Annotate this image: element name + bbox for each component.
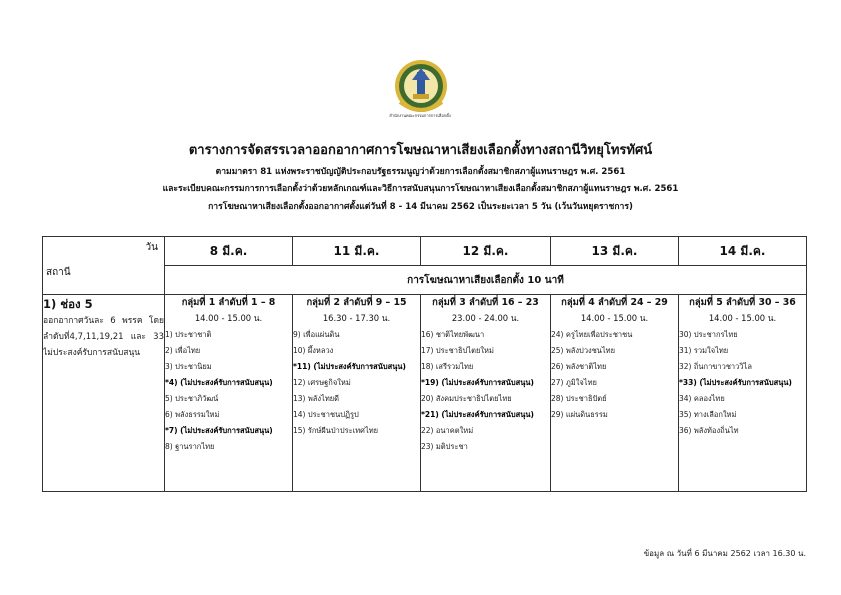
list-item: 34) คลองไทย bbox=[679, 394, 725, 403]
station-cell bbox=[43, 295, 165, 492]
duration-label: การโฆษณาหาเสียงเลือกตั้ง 10 นาที bbox=[165, 266, 807, 295]
table-corner-cell bbox=[43, 237, 165, 295]
station-description: ออกอากาศวันละ 6 พรรค โดยลำดับที่4,7,11,19,21 และ 33 ไม่ประสงค์รับการสนับสนุน bbox=[43, 316, 164, 358]
party-list bbox=[421, 327, 550, 455]
list-item: 9) เพื่อแผ่นดิน bbox=[293, 330, 340, 339]
list-item: 26) พลังชาติไทย bbox=[551, 362, 607, 371]
list-item: *4) (ไม่ประสงค์รับการสนับสนุน) bbox=[165, 378, 273, 387]
group-time: 16.30 - 17.30 น. bbox=[322, 313, 391, 323]
group-title: กลุ่มที่ 5 ลำดับที่ 30 – 36 bbox=[689, 297, 796, 308]
list-item: 36) พลังท้องถิ่นไท bbox=[679, 426, 739, 435]
group-time: 14.00 - 15.00 น. bbox=[580, 313, 649, 323]
list-item: 12) เศรษฐกิจใหม่ bbox=[293, 378, 351, 387]
party-list bbox=[551, 327, 678, 423]
data-timestamp: ข้อมูล ณ วันที่ 6 มีนาคม 2562 เวลา 16.30 น. bbox=[643, 549, 806, 558]
list-item: 30) ประชากรไทย bbox=[679, 330, 738, 339]
list-item: *7) (ไม่ประสงค์รับการสนับสนุน) bbox=[165, 426, 273, 435]
list-item: 28) ประชาธิปัตย์ bbox=[551, 394, 607, 403]
date-header: 8 มี.ค. bbox=[165, 237, 293, 266]
group-cell bbox=[165, 295, 293, 492]
table-row bbox=[43, 295, 807, 492]
party-list bbox=[293, 327, 420, 439]
list-item: 17) ประชาธิปไตยใหม่ bbox=[421, 346, 494, 355]
date-header: 11 มี.ค. bbox=[293, 237, 421, 266]
day-label: วัน bbox=[145, 242, 158, 253]
group-title: กลุ่มที่ 1 ลำดับที่ 1 – 8 bbox=[181, 297, 276, 308]
group-cell bbox=[679, 295, 807, 492]
group-cell bbox=[551, 295, 679, 492]
list-item: *33) (ไม่ประสงค์รับการสนับสนุน) bbox=[679, 378, 792, 387]
list-item: 25) พลังปวงชนไทย bbox=[551, 346, 616, 355]
subtitle-law: ตามมาตรา 81 แห่งพระราชบัญญัติประกอบรัฐธรรมนูญว่าด้วยการเลือกตั้งสมาชิกสภาผู้แทนราษฎร พ.ศ. 2561 bbox=[215, 167, 626, 177]
list-item: 15) รักษ์ผืนป่าประเทศไทย bbox=[293, 426, 379, 435]
list-item: 6) พลังธรรมใหม่ bbox=[165, 410, 220, 419]
list-item: 32) ถิ่นกาขาวชาววิไล bbox=[679, 362, 752, 371]
broadcast-schedule-table bbox=[42, 236, 807, 492]
list-item: 22) อนาคตใหม่ bbox=[421, 426, 474, 435]
station-name: 1) ช่อง 5 bbox=[43, 297, 93, 311]
list-item: *21) (ไม่ประสงค์รับการสนับสนุน) bbox=[421, 410, 534, 419]
subtitle-period: การโฆษณาหาเสียงเลือกตั้งออกอากาศตั้งแต่วันที่ 8 - 14 มีนาคม 2562 เป็นระยะเวลา 5 วัน (เว้นวันหยุดราชการ) bbox=[208, 202, 633, 212]
page-title: ตารางการจัดสรรเวลาออกอากาศการโฆษณาหาเสียงเลือกตั้งทางสถานีวิทยุโทรทัศน์ bbox=[188, 143, 653, 158]
list-item: 5) ประชาภิวัฒน์ bbox=[165, 394, 219, 403]
list-item: 24) ครูไทยเพื่อประชาชน bbox=[551, 330, 633, 339]
list-item: 20) สังคมประชาธิปไตยไทย bbox=[421, 394, 512, 403]
group-cell bbox=[293, 295, 421, 492]
list-item: 3) ประชานิยม bbox=[165, 362, 212, 371]
group-title: กลุ่มที่ 4 ลำดับที่ 24 – 29 bbox=[561, 297, 668, 308]
list-item: 27) ภูมิใจไทย bbox=[551, 378, 597, 387]
list-item: 23) มติประชา bbox=[421, 442, 468, 451]
group-cell bbox=[421, 295, 551, 492]
group-title: กลุ่มที่ 2 ลำดับที่ 9 – 15 bbox=[306, 297, 407, 308]
station-label: สถานี bbox=[46, 267, 71, 278]
list-item: 8) ฐานรากไทย bbox=[165, 442, 215, 451]
ect-emblem-icon bbox=[392, 58, 450, 120]
list-item: 31) รวมใจไทย bbox=[679, 346, 729, 355]
list-item: 16) ชาติไทยพัฒนา bbox=[421, 330, 485, 339]
table-header-row bbox=[43, 237, 807, 266]
list-item: 35) ทางเลือกใหม่ bbox=[679, 410, 737, 419]
list-item: *19) (ไม่ประสงค์รับการสนับสนุน) bbox=[421, 378, 534, 387]
list-item: 13) พลังไทยดี bbox=[293, 394, 340, 403]
list-item: 29) แผ่นดินธรรม bbox=[551, 410, 608, 419]
party-list bbox=[679, 327, 806, 439]
date-header: 13 มี.ค. bbox=[551, 237, 679, 266]
group-time: 23.00 - 24.00 น. bbox=[451, 313, 520, 323]
list-item: *11) (ไม่ประสงค์รับการสนับสนุน) bbox=[293, 362, 406, 371]
date-header: 14 มี.ค. bbox=[679, 237, 807, 266]
list-item: 18) เสรีรวมไทย bbox=[421, 362, 474, 371]
group-time: 14.00 - 15.00 น. bbox=[194, 313, 263, 323]
list-item: 2) เพื่อไทย bbox=[165, 346, 201, 355]
list-item: 14) ประชาชนปฏิรูป bbox=[293, 410, 359, 419]
party-list bbox=[165, 327, 292, 455]
list-item: 1) ประชาชาติ bbox=[165, 330, 212, 339]
group-title: กลุ่มที่ 3 ลำดับที่ 16 – 23 bbox=[432, 297, 539, 308]
logo-caption: สำนักงานคณะกรรมการการเลือกตั้ง bbox=[389, 113, 451, 118]
subtitle-regulation: และระเบียบคณะกรรมการการเลือกตั้งว่าด้วยหลักเกณฑ์และวิธีการสนับสนุนการโฆษณาหาเสียงเลือกตั้งสมาชิกสภาผู้แทนราษฎร พ.ศ. 2561 bbox=[162, 184, 679, 194]
list-item: 10) ผึ้งหลวง bbox=[293, 346, 334, 355]
group-time: 14.00 - 15.00 น. bbox=[708, 313, 777, 323]
date-header: 12 มี.ค. bbox=[421, 237, 551, 266]
